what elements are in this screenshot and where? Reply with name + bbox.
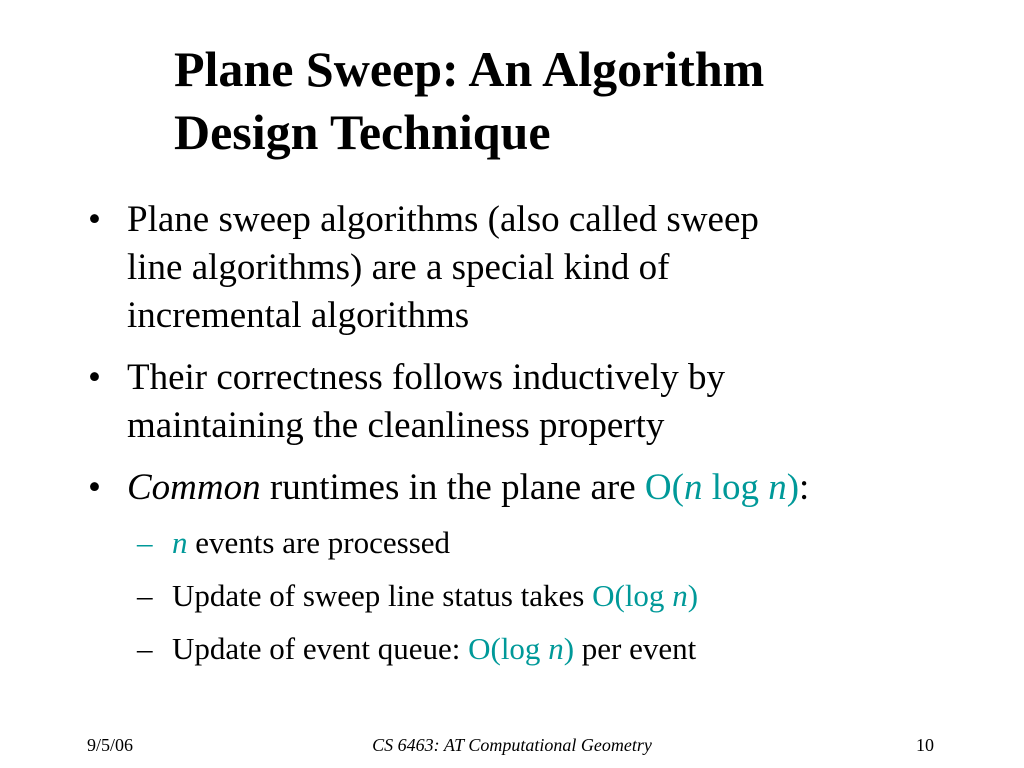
sub-bullet-list — [0, 521, 1024, 671]
bullet-icon: • — [88, 357, 101, 398]
dash-icon: – — [137, 631, 153, 666]
bullet-3-text: runtimes in the plane are — [260, 467, 645, 508]
sub-3-formula — [468, 631, 574, 666]
title-line-1: Plane Sweep: An Algorithm — [174, 41, 765, 97]
bullet-2-line-1: Their correctness follows inductively by — [127, 357, 725, 398]
bullet-item-1 — [0, 196, 927, 340]
formula-open: O(log — [592, 578, 673, 613]
bullet-3-line-1 — [127, 464, 927, 512]
formula-var-n: n — [768, 467, 787, 508]
footer-page-number: 10 — [916, 735, 934, 755]
complexity-formula — [645, 467, 799, 508]
slide-title — [174, 38, 974, 164]
sub-3-text: Update of event queue: — [172, 631, 469, 666]
bullet-list — [0, 196, 1024, 680]
emphasis-text: Common — [127, 467, 261, 508]
bullet-3-tail: : — [799, 467, 810, 508]
formula-close: ) — [563, 631, 575, 666]
dash-icon: – — [137, 525, 153, 560]
bullet-icon: • — [88, 467, 101, 508]
bullet-1-line-2: line algorithms) are a special kind of — [127, 247, 670, 288]
sub-2-formula — [592, 578, 698, 613]
footer-course: CS 6463: AT Computational Geometry — [372, 735, 652, 755]
title-line-2: Design Technique — [174, 104, 551, 160]
formula-var-n: n — [548, 631, 564, 666]
footer-date: 9/5/06 — [87, 735, 134, 755]
formula-open: O(log — [468, 631, 549, 666]
bullet-1-line-3: incremental algorithms — [127, 295, 470, 336]
dash-icon: – — [137, 578, 153, 613]
sub-1-var: n — [172, 525, 188, 560]
sub-3-tail: per event — [574, 631, 697, 666]
formula-log: log — [702, 467, 769, 508]
formula-open: O( — [644, 467, 684, 508]
bullet-1-line-1: Plane sweep algorithms (also called sweep — [127, 199, 759, 240]
bullet-icon: • — [88, 199, 101, 240]
bullet-2-line-2: maintaining the cleanliness property — [127, 405, 665, 446]
formula-close: ) — [687, 578, 699, 613]
sub-item-2 — [0, 574, 1024, 618]
sub-item-3 — [0, 627, 1024, 671]
sub-item-1 — [0, 521, 1024, 565]
formula-close: ) — [786, 467, 800, 508]
bullet-item-2 — [0, 354, 927, 450]
formula-var-n: n — [672, 578, 688, 613]
sub-1-text: events are processed — [187, 525, 451, 560]
formula-var-n: n — [683, 467, 703, 508]
bullet-item-3 — [0, 464, 927, 512]
sub-2-text: Update of sweep line status takes — [172, 578, 593, 613]
